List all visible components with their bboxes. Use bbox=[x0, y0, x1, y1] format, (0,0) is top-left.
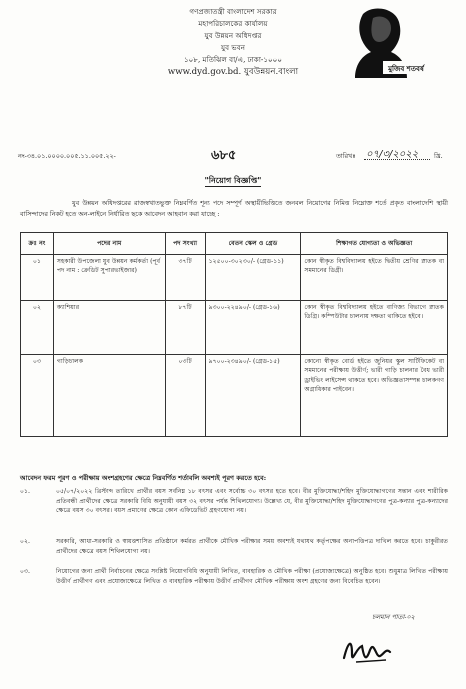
col-header-count: পদ সংখ্যা bbox=[165, 233, 205, 255]
condition-number: ০২. bbox=[20, 538, 31, 545]
building-name: যুব ভবন bbox=[220, 43, 246, 52]
col-header-qualification: শিক্ষাগত যোগ্যতা ও অভিজ্ঞতা bbox=[301, 233, 448, 255]
notice-title-text: "নিয়োগ বিজ্ঞপ্তি" bbox=[204, 175, 262, 185]
condition-text: ০৫/০৭/২০২২ খ্রিস্টাব্দ তারিখে প্রার্থীর বয়স সর্বনিম্ন ১৮ বৎসর এবং সর্বোচ্চ ৩০ বৎসর হতে হবে। বীর মুক্তিযোদ্ধা/শহিদ মুক্তিযোদ্ধাগণের সন্তান এবং শারীরিক প্রতিবন্ধী প্রার্থীদের ক্ষেত্রে সরকারি বিধি অনুযায়ী বয়স ৩২ বৎসর পর্যন্ত শিথিলযোগ্য। উল্লেখ্য যে, বীর মুক্তিযোদ্ধা/শহিদ মুক্তিযোদ্ধাগণের পুত্র-কন্যার পুত্র-কন্যাদের ক্ষেত্রে বয়স ৩০ বৎসর। বয়স প্রমাণের ক্ষেত্রে কোন এফিডেভিট গ্রহণযোগ্য নয়। bbox=[56, 488, 448, 515]
cell-qualification: কোন স্বীকৃত বিশ্ববিদ্যালয় হইতে বাণিজ্য বিভাগে স্নাতক ডিগ্রি। কম্পিউটার চালনায় দক্ষতা থাকিতে হইবে। bbox=[301, 301, 448, 355]
condition-number: ০১. bbox=[20, 488, 31, 495]
cell-serial: ০২ bbox=[21, 301, 54, 355]
memo-number: নং-৩৪.০১.০০০০.০০৫.১১.০০৫.২২- bbox=[18, 152, 116, 160]
table-row bbox=[21, 255, 448, 301]
conditions-heading: আবেদন ফরম পূরণ ও পরীক্ষায় অংশগ্রহণের ক্ষেত্রে নিম্নবর্ণিত শর্তাবলি অবশ্যই পূরণ করতে হবে: bbox=[20, 474, 267, 482]
cell-serial: ০১ bbox=[21, 255, 54, 301]
cell-scale: ১২৫০০-৩০২৩০/- (গ্রেড-১১) bbox=[205, 255, 301, 301]
cell-post: সহকারী উপজেলা যুব উন্নয়ন কর্মকর্তা (পূর্ব পদ নাম : ক্রেডিট সুপারভাইজার) bbox=[53, 255, 165, 301]
cell-scale: ৯৩০০-২২৪৯০/- (গ্রেড-১৬) bbox=[205, 301, 301, 355]
department-name: যুব উন্নয়ন অধিদপ্তর bbox=[204, 31, 262, 40]
date-value: ০৭/৩/২০২২ bbox=[366, 149, 419, 160]
condition-number: ০৩. bbox=[20, 568, 31, 575]
table-header-row bbox=[21, 233, 448, 255]
notice-title bbox=[0, 175, 466, 188]
address: ১০৮, মতিঝিল বা/এ, ঢাকা-১০০০ bbox=[183, 55, 283, 64]
cell-count: ৮৭টি bbox=[165, 301, 205, 355]
continue-note: চলমান পাতা-০২ bbox=[372, 613, 415, 621]
table-row bbox=[21, 301, 448, 355]
condition-item bbox=[20, 537, 448, 556]
cell-count: ৩৭টি bbox=[165, 255, 205, 301]
condition-text: সরকারি, আধা-সরকারি ও স্বায়ত্তশাসিত প্রতিষ্ঠানে কর্মরত প্রার্থীকে মৌখিক পরীক্ষার সময় অবশ্যই যথাযথ কর্তৃপক্ষের অনাপত্তিপত্র দাখিল করতে হবে। চাকুরীরত প্রার্থীদের ক্ষেত্রে বয়স শিথিলযোগ্য নয়। bbox=[56, 538, 448, 555]
table-row bbox=[21, 355, 448, 437]
condition-text: নিয়োগের জন্য প্রার্থী নির্বাচনের ক্ষেত্রে সংশ্লিষ্ট নিয়োগবিধি অনুযায়ী লিখিত, ব্যবহারিক ও মৌখিক পরীক্ষা (প্রযোজ্যক্ষেত্রে) অনুষ্ঠিত হবে। শুধুমাত্র লিখিত পরীক্ষায় উত্তীর্ণ প্রার্থীগণ এবং প্রযোজ্যক্ষেত্রে লিখিত ও ব্যবহারিক পরীক্ষায় উত্তীর্ণ প্রার্থীগণ মৌখিক পরীক্ষায় অংশ গ্রহণের জন্য বিবেচিত হবেন। bbox=[56, 568, 448, 585]
cell-scale: ৯৭০০-২৩৪৯০/- (গ্রেড-১৫) bbox=[205, 355, 301, 437]
govt-name: গণপ্রজাতন্ত্রী বাংলাদেশ সরকার bbox=[189, 7, 277, 16]
condition-item bbox=[20, 567, 448, 586]
cell-post: গাড়িচালক bbox=[53, 355, 165, 437]
cell-serial: ০৩ bbox=[21, 355, 54, 437]
col-header-post: পদের নাম bbox=[53, 233, 165, 255]
intro-paragraph: যুব উন্নয়ন অধিদপ্তরের রাজস্বখাতভুক্ত নিম্নবর্ণিত শূন্য পদে সম্পূর্ণ অস্থায়ীভিত্তিতে জনবল নিয়োগের নিমিত্ত নিম্নোক্ত শর্তে প্রকৃত বাংলাদেশি স্থায়ী বাসিন্দাদের নিকট হতে অন-লাইনে নির্ধারিত ছকে আবেদন আহবান করা যাচ্ছে : bbox=[20, 199, 448, 218]
cell-post: ক্যাশিয়ার bbox=[53, 301, 165, 355]
website-link[interactable]: www.dyd.gov.bd. যুবউন্নয়ন.বাংলা bbox=[167, 67, 299, 77]
cell-count: ০৩টি bbox=[165, 355, 205, 437]
date-suffix: খ্রি. bbox=[434, 152, 443, 160]
logo-caption: মুজিব শতবর্ষ bbox=[388, 65, 424, 73]
col-header-serial: ক্রঃ নং bbox=[21, 233, 54, 255]
office-name: মহাপরিচালকের কার্যালয় bbox=[198, 19, 268, 28]
date-label: তারিখঃ bbox=[336, 152, 356, 160]
signature-icon bbox=[340, 628, 400, 678]
cell-qualification: কোনো স্বীকৃত বোর্ড হইতে জুনিয়র স্কুল সার্টিফিকেট বা সমমানের পরীক্ষায় উত্তীর্ণ; ভারী গাড়ি চালনার বৈধ ভারী ড্রাইভিং লাইসেন্স থাকতে হবে। অভিজ্ঞতাসম্পন্ন চালকগণ অগ্রাধিকার পাইবেন। bbox=[301, 355, 448, 437]
condition-item bbox=[20, 487, 448, 516]
memo-row bbox=[18, 148, 448, 162]
posts-table bbox=[20, 232, 448, 437]
cell-qualification: কোন স্বীকৃত বিশ্ববিদ্যালয় হইতে দ্বিতীয় শ্রেণির স্নাতক বা সমমানের ডিগ্রী। bbox=[301, 255, 448, 301]
mujib-100-logo-icon bbox=[333, 6, 433, 80]
col-header-scale: বেতন স্কেল ও গ্রেড bbox=[205, 233, 301, 255]
date-underline bbox=[364, 159, 430, 160]
memo-handwritten-number: ৬৮৫ bbox=[211, 148, 237, 163]
